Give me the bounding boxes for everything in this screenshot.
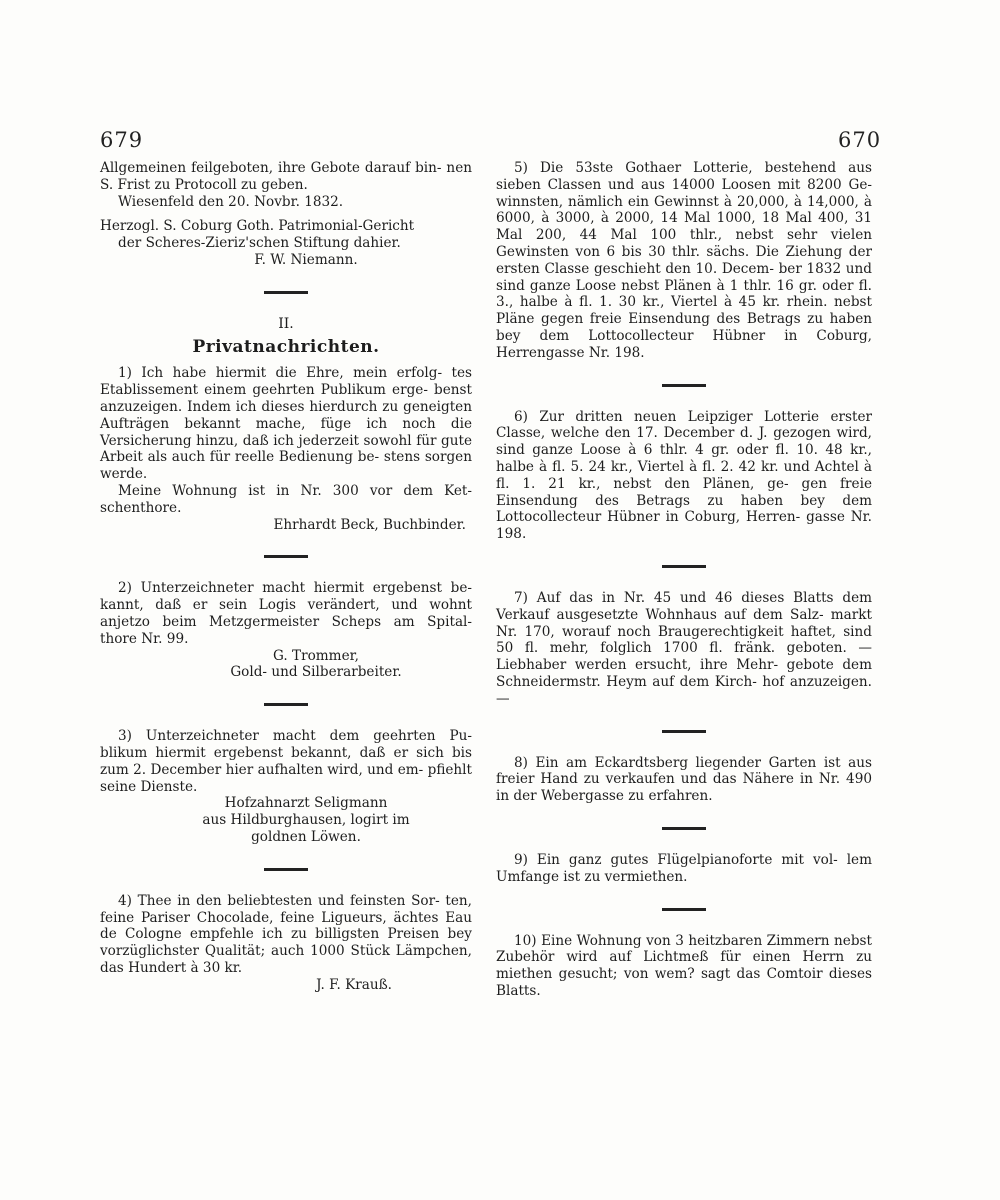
right-column xyxy=(496,160,872,1000)
left-column xyxy=(100,160,472,993)
separator-rule xyxy=(264,703,308,706)
separator-rule xyxy=(662,565,706,568)
notice-1-signature: Ehrhardt Beck, Buchbinder. xyxy=(273,516,466,533)
court-signature: F. W. Niemann. xyxy=(254,251,358,268)
notice-8-text: 8) Ein am Eckardtsberg liegender Garten ist aus freier Hand zu verkaufen und das Nähere in Nr. 490 in der Webergasse zu erfahren. xyxy=(496,754,872,805)
notice-3-text: 3) Unterzeichneter macht dem geehrten Pu- blikum hiermit ergebenst bekannt, daß er sich bis zum 2. December hier aufhalten wird, und em- pfiehlt seine Dienste. xyxy=(100,728,472,795)
page-number-right: 670 xyxy=(838,128,882,152)
separator-rule xyxy=(264,868,308,871)
notice-6-text: 6) Zur dritten neuen Leipziger Lotterie erster Classe, welche den 17. December d. J. gezogen wird, sind ganze Loose à 6 thlr. 4 gr. oder fl. 10. 48 kr., halbe à fl. 5. 24 kr., Viertel à fl. 2. 42 kr. und Achtel à fl. 1. 21 kr., nebst den Plänen, ge- gen freie Einsendung des Betrags zu haben bey dem Lottocollecteur Hübner in Coburg, Herren- gasse Nr. 198. xyxy=(496,408,872,543)
notice-7-text: 7) Auf das in Nr. 45 und 46 dieses Blatts dem Verkauf ausgesetzte Wohnhaus auf dem Salz- markt Nr. 170, worauf noch Braugerechtigkeit haftet, sind 50 fl. mehr, folglich 1700 fl. fränk. geboten. — Liebhaber werden ersucht, ihre Mehr- gebote dem Schneidermstr. Heym auf dem Kirch- hof anzuzeigen. — xyxy=(496,589,872,707)
notice-1-text: 1) Ich habe hiermit die Ehre, mein erfolg- tes Etablissement einem geehrten Publikum erge- benst anzuzeigen. Indem ich dieses hierdurch zu geneigten Aufträgen bekannt mache, füge ich noch die Versicherung hinzu, daß ich jederzeit sowohl für gute Arbeit als auch für reelle Bedienung be- stens sorgen werde. xyxy=(100,365,472,483)
place-date: Wiesenfeld den 20. Novbr. 1832. xyxy=(118,193,344,210)
notice-4-signature: J. F. Krauß. xyxy=(316,976,392,993)
notice-2-signature-line-2: Gold- und Silberarbeiter. xyxy=(230,664,402,681)
court-line-1: Herzogl. S. Coburg Goth. Patrimonial-Gericht xyxy=(100,218,415,235)
section-title: Privatnachrichten. xyxy=(192,336,380,357)
court-line-2: der Scheres-Zieriz'schen Stiftung dahier. xyxy=(118,235,401,252)
separator-rule xyxy=(662,384,706,387)
separator-rule xyxy=(662,827,706,830)
notice-10-text: 10) Eine Wohnung von 3 heitzbaren Zimmern nebst Zubehör wird auf Lichtmeß für einen Herrn zu miethen gesucht; von wem? sagt das Comtoir dieses Blatts. xyxy=(496,932,872,999)
separator-rule xyxy=(264,555,308,558)
intro-text: Allgemeinen feilgeboten, ihre Gebote darauf bin- nen S. Frist zu Protocoll zu geben. xyxy=(100,160,472,193)
notice-5-text: 5) Die 53ste Gothaer Lotterie, bestehend aus sieben Classen und aus 14000 Loosen mit 8200 Ge- winnsten, nämlich ein Gewinnst à 20,000, à 14,000, à 6000, à 3000, à 2000, 14 Mal 1000, 18 Mal 400, 31 Mal 200, 44 Mal 100 thlr., nebst sehr vielen Gewinsten von 6 bis 30 thlr. sächs. Die Ziehung der ersten Classe geschieht den 10. Decem- ber 1832 und sind ganze Loose nebst Plänen à 1 thlr. 16 gr. oder fl. 3., halbe à fl. 1. 30 kr., Viertel à 45 kr. rhein. nebst Pläne gegen freie Einsendung des Betrags zu haben bey dem Lottocollecteur Hübner in Coburg, Herrengasse Nr. 198. xyxy=(496,160,872,361)
section-number: II. xyxy=(278,315,294,332)
notice-3-signature-line-1: Hofzahnarzt Seligmann xyxy=(224,795,388,812)
notice-4-text: 4) Thee in den beliebtesten und feinsten Sor- ten, feine Pariser Chocolade, feine Ligueurs, ächtes Eau de Cologne empfehle ich zu billigsten Preisen bey vorzüglichster Qualität; auch 1000 Stück Lämpchen, das Hundert à 30 kr. xyxy=(100,892,472,976)
notice-3-signature-line-3: goldnen Löwen. xyxy=(251,828,361,845)
notice-1-address: Meine Wohnung ist in Nr. 300 vor dem Ket- schenthore. xyxy=(100,482,472,516)
separator-rule xyxy=(662,730,706,733)
separator-rule xyxy=(264,291,308,294)
separator-rule xyxy=(662,908,706,911)
notice-3-signature-line-2: aus Hildburghausen, logirt im xyxy=(202,812,410,829)
notice-9-text: 9) Ein ganz gutes Flügelpianoforte mit vol- lem Umfange ist zu vermiethen. xyxy=(496,851,872,885)
notice-2-signature-line-1: G. Trommer, xyxy=(273,647,359,664)
notice-2-text: 2) Unterzeichneter macht hiermit ergebenst be- kannt, daß er sein Logis verändert, und wohnt anjetzo beim Metzgermeister Scheps am Spital- thore Nr. 99. xyxy=(100,580,472,647)
page-number-left: 679 xyxy=(100,128,144,152)
